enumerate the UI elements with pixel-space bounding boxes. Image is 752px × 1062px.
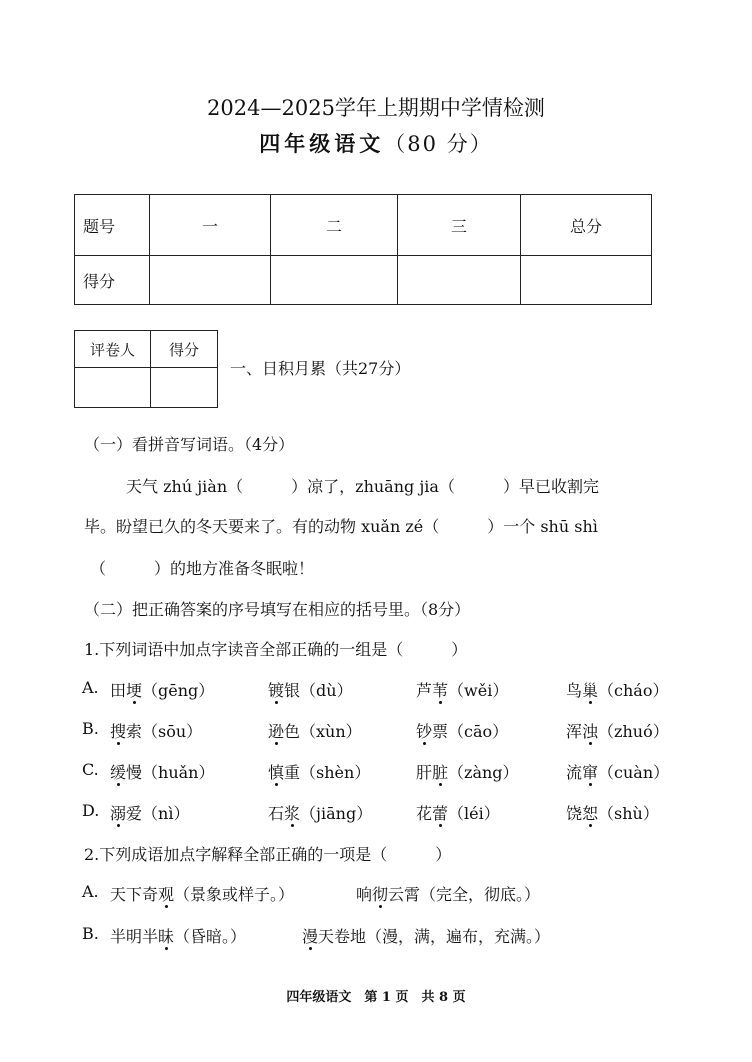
pinyin: （zàng） [448,763,519,782]
q1-option-letter: C. [82,760,99,779]
pinyin: （cháo） [598,681,669,700]
q1-option-word [566,801,659,824]
question-2: 2.下列成语加点字解释全部正确的一项是（ ） [84,845,452,864]
q1-option-word [416,719,508,742]
dotted-char: 漫 [302,927,319,946]
grader-name-cell[interactable] [75,368,151,408]
word-suffix: 重 [284,763,301,782]
idiom-prefix: 半明半 [110,927,159,946]
pinyin: （cuàn） [598,763,670,782]
pinyin: （nì） [142,804,190,823]
dotted-char: 窜 [582,763,599,782]
score-note: （80 分） [384,132,493,156]
score-row-label: 得分 [75,256,150,305]
pinyin: （léi） [448,804,500,823]
q1-option-letter: D. [82,801,100,820]
q1-option-word [268,678,353,701]
q1-option-word [268,760,370,783]
pinyin: （huǎn） [142,763,215,782]
score-header-2: 二 [271,195,398,256]
dotted-char: 搜 [110,722,127,741]
dotted-char: 昧 [158,927,175,946]
dotted-char: 逊 [268,722,285,741]
q2-idiom-b [302,924,550,947]
score-header-3: 三 [398,195,521,256]
word-prefix: 芦 [416,681,433,700]
dotted-char: 恕 [582,804,599,823]
part2-heading: （二）把正确答案的序号填写在相应的括号里。（8分） [84,600,471,619]
dotted-char: 苇 [432,681,449,700]
dotted-char: 脏 [432,763,449,782]
dotted-char: 慎 [268,763,285,782]
q1-option-letter: B. [82,719,99,738]
word-prefix: 花 [416,804,433,823]
q2-idiom-a [110,882,294,905]
q1-option-word [110,760,215,783]
word-suffix: 慢 [126,763,143,782]
dotted-char: 镀 [268,681,285,700]
exam-subject [0,128,752,158]
q2-idiom-b [356,882,540,905]
word-prefix: 石 [268,804,285,823]
q1-option-word [416,760,519,783]
q2-idiom-a [110,924,246,947]
idiom-suffix: 云霄 [388,885,421,904]
dotted-char: 巢 [582,681,599,700]
exam-title: 2024—2025学年上期期中学情检测 [207,96,545,120]
pinyin-line-2: 毕。盼望已久的冬天要来了。有的动物 xuǎn zé（ ）一个 shū shì [84,517,598,536]
q1-option-word [566,678,668,701]
pinyin: （dù） [300,681,353,700]
word-suffix: 票 [432,722,449,741]
q1-option-word [110,801,189,824]
idiom-note: （昏暗。） [174,927,247,946]
idiom-prefix: 响 [356,885,373,904]
dotted-char: 缓 [110,763,127,782]
q2-option-letter: B. [82,924,99,943]
dotted-char: 蕾 [432,804,449,823]
q1-option-word [566,719,669,742]
score-header-number: 题号 [75,195,150,256]
dotted-char: 埂 [126,681,143,700]
pinyin: （gēng） [142,681,215,700]
idiom-note: （漫，满，遍布，充满。） [366,927,551,946]
q2-option-letter: A. [82,882,99,901]
pinyin: （shù） [598,804,659,823]
word-suffix: 银 [284,681,301,700]
q1-option-letter: A. [82,678,99,697]
word-prefix: 流 [566,763,583,782]
pinyin: （cāo） [448,722,509,741]
word-prefix: 浑 [566,722,583,741]
score-cell-1[interactable] [150,256,271,305]
dotted-char: 彻 [372,885,389,904]
dotted-char: 溺 [110,804,127,823]
dotted-char: 钞 [416,722,433,741]
score-header-total: 总分 [521,195,652,256]
part1-heading: （一）看拼音写词语。（4分） [84,435,295,454]
q1-option-word [110,719,202,742]
subject-name: 四年级语文 [259,131,385,156]
score-header-1: 一 [150,195,271,256]
idiom-prefix: 天下奇 [110,885,159,904]
grader-score-cell[interactable] [151,368,218,408]
grader-label: 评卷人 [75,331,151,368]
word-prefix: 肝 [416,763,433,782]
pinyin: （zhuó） [598,722,669,741]
pinyin-line-1: 天气 zhú jiàn（ ）凉了，zhuāng jia（ ）早已收割完 [126,477,599,496]
pinyin: （shèn） [300,763,371,782]
word-prefix: 田 [110,681,127,700]
dotted-char: 浊 [582,722,599,741]
q1-option-word [416,801,500,824]
q1-option-word [566,760,669,783]
pinyin: （xùn） [300,722,362,741]
score-table [74,194,652,305]
pinyin-line-3: （ ）的地方准备冬眠啦！ [90,559,315,578]
grader-score-label: 得分 [151,331,218,368]
pinyin: （jiāng） [300,804,373,823]
q1-option-word [268,801,372,824]
dotted-char: 浆 [284,804,301,823]
dotted-char: 观 [158,885,175,904]
word-suffix: 色 [284,722,301,741]
idiom-note: （完全，彻底。） [420,885,541,904]
word-suffix: 索 [126,722,143,741]
question-1: 1.下列词语中加点字读音全部正确的一组是（ ） [84,640,468,659]
grader-table [74,330,218,408]
word-suffix: 爱 [126,804,143,823]
q1-option-word [268,719,362,742]
q1-option-word [416,678,508,701]
section-title: 一、日积月累（共27分） [230,359,411,378]
idiom-suffix: 天卷地 [318,927,367,946]
q1-option-word [110,678,214,701]
pinyin: （wěi） [448,681,509,700]
word-prefix: 饶 [566,804,583,823]
score-cell-2[interactable] [271,256,398,305]
score-cell-total[interactable] [521,256,652,305]
pinyin: （sōu） [142,722,203,741]
page-footer: 四年级语文 第 1 页 共 8 页 [286,990,466,1005]
score-cell-3[interactable] [398,256,521,305]
word-prefix: 鸟 [566,681,583,700]
idiom-note: （景象或样子。） [174,885,295,904]
